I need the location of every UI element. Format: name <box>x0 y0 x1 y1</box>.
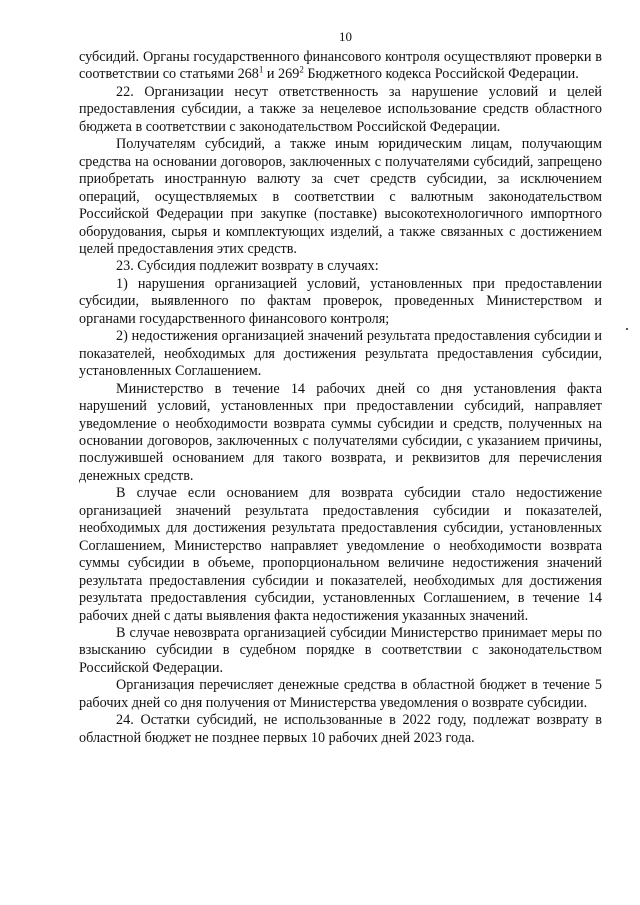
scan-speck <box>626 328 628 330</box>
paragraph <box>79 485 602 625</box>
paragraph-text: 24. Остатки субсидий, не использованные в 2022 году, подлежат возврату в областной бюджет не позднее первых 10 рабочих дней 2023 года. <box>79 712 602 746</box>
paragraph <box>79 328 602 380</box>
paragraph <box>79 49 602 84</box>
paragraph <box>79 712 602 747</box>
paragraph <box>79 258 602 275</box>
page-number: 10 <box>339 29 352 44</box>
paragraph <box>79 276 602 328</box>
document-body <box>79 49 602 747</box>
paragraph-text: 2) недостижения организацией значений результата предоставления субсидии и показателей, необходимых для достижения результата предоставления субсидии, установленных Соглашением. <box>79 328 602 380</box>
paragraph-text: Организация перечисляет денежные средства в областной бюджет в течение 5 рабочих дней со дня получения от Министерства уведомления о возврате субсидии. <box>79 677 602 711</box>
paragraph-text: субсидий. Органы государственного финансового контроля осуществляют проверки в соответствии со статьями 268 <box>79 49 602 83</box>
footnote-superscript: 1 <box>258 64 264 75</box>
paragraph-text: В случае если основанием для возврата субсидии стало недостижение организацией значений результата предоставления субсидии и показателей, необходимых для достижения результата предоставления субсидии, установленных Соглашением, Министерство направляет уведомление о необходимости возврата суммы субсидии в объеме, пропорциональном величине недостижения значений результата предоставления субсидии и показателей, необходимых для достижения результата предоставления субсидии, установленных Соглашением, в течение 14 рабочих дней с даты выявления факта недостижения указанных значений. <box>79 485 602 624</box>
paragraph-text: В случае невозврата организацией субсидии Министерство принимает меры по взысканию субсидии в судебном порядке в соответствии с законодательством Российской Федерации. <box>79 624 602 676</box>
paragraph-text: Министерство в течение 14 рабочих дней со дня установления факта нарушений условий, установленных при предоставлении субсидий, направляет уведомление о необходимости возврата суммы субсидии и средств, полученных на основании договоров, заключенных с получателями субсидии, с указанием причины, послужившей основанием для такого возврата, и реквизитов для перечисления денежных средств. <box>79 380 602 484</box>
paragraph-text: и 269 <box>263 66 300 83</box>
paragraph-text: Получателям субсидий, а также иным юридическим лицам, получающим средства на основании договоров, заключенных с получателями субсидий, запрещено приобретать иностранную валюту за счет средств субсидии, за исключением операций, осуществляемых в соответствии с валютным законодательством Российской Федерации при закупке (поставке) высокотехнологичного импортного оборудования, сырья и комплектующих изделий, а также связанных с достижением целей предоставления этих средств. <box>79 136 602 257</box>
paragraph-text: 1) нарушения организацией условий, установленных при предоставлении субсидии, выявленного по фактам проверок, проведенных Министерством и органами государственного финансового контроля; <box>79 275 602 327</box>
paragraph <box>79 625 602 677</box>
paragraph-text: 22. Организации несут ответственность за нарушение условий и целей предоставления субсидии, а также за нецелевое использование средств областного бюджета в соответствии с законодательством Российской Федерации. <box>79 83 602 135</box>
paragraph <box>79 677 602 712</box>
paragraph <box>79 84 602 136</box>
footnote-superscript: 2 <box>299 64 304 75</box>
paragraph <box>79 381 602 486</box>
paragraph-text: 23. Субсидия подлежит возврату в случаях: <box>116 258 379 275</box>
paragraph <box>79 136 602 258</box>
paragraph-text: Бюджетного кодекса Российской Федерации. <box>303 66 579 83</box>
